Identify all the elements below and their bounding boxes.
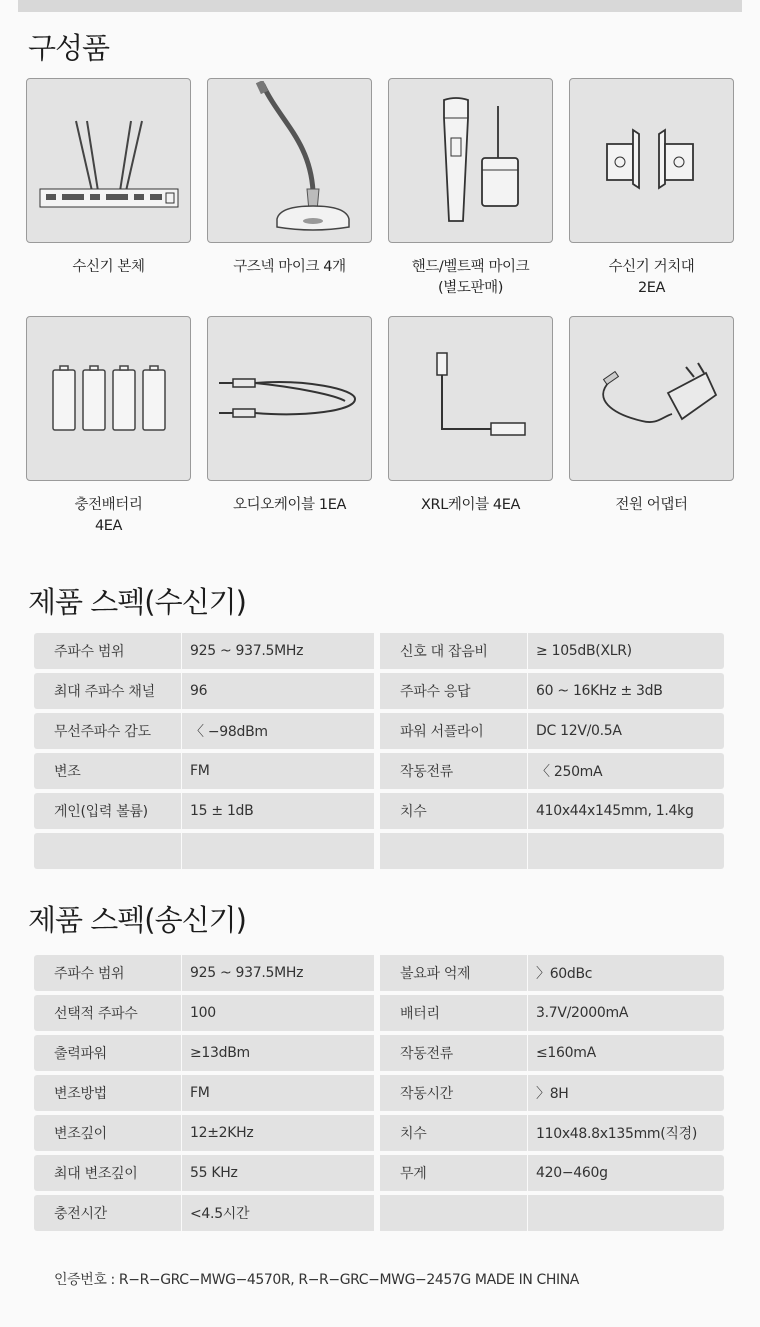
component-item bbox=[569, 316, 734, 537]
component-tile bbox=[26, 316, 191, 481]
spec-value bbox=[528, 833, 724, 869]
gooseneck-mic-icon bbox=[225, 81, 355, 241]
spec-row bbox=[34, 753, 724, 793]
component-tile bbox=[207, 316, 372, 481]
spec-label: 출력파워 bbox=[34, 1035, 182, 1071]
component-tile bbox=[26, 78, 191, 243]
spec-label: 신호 대 잡음비 bbox=[380, 633, 528, 669]
components-grid bbox=[26, 78, 735, 299]
xlr-cable-icon bbox=[411, 349, 531, 449]
component-caption: 수신기 거치대 2EA bbox=[608, 259, 695, 296]
spec-row bbox=[34, 1035, 724, 1075]
spec-value bbox=[528, 1195, 724, 1231]
component-caption: 구즈넥 마이크 4개 bbox=[233, 259, 346, 275]
spec-row bbox=[34, 833, 724, 873]
spec-label: 주파수 응답 bbox=[380, 673, 528, 709]
receiver-spec-title: 제품 스펙(수신기) bbox=[28, 585, 246, 619]
spec-value: ≥ 105dB(XLR) bbox=[528, 633, 724, 669]
component-caption: 핸드/벨트팩 마이크 (별도판매) bbox=[411, 259, 530, 296]
rack-bracket-icon bbox=[597, 126, 707, 196]
spec-value: 15 ± 1dB bbox=[182, 793, 380, 829]
component-item bbox=[26, 316, 191, 537]
spec-value: FM bbox=[182, 1075, 380, 1111]
spec-value: 〈 250mA bbox=[528, 753, 724, 789]
spec-value: 〉60dBc bbox=[528, 955, 724, 991]
spec-label: 충전시간 bbox=[34, 1195, 182, 1231]
component-tile bbox=[388, 316, 553, 481]
spec-value: 420−460g bbox=[528, 1155, 724, 1191]
spec-value: DC 12V/0.5A bbox=[528, 713, 724, 749]
spec-value: FM bbox=[182, 753, 380, 789]
component-item bbox=[26, 78, 191, 299]
spec-row bbox=[34, 1155, 724, 1195]
battery-icon bbox=[49, 364, 169, 434]
spec-row bbox=[34, 1115, 724, 1155]
spec-label: 작동시간 bbox=[380, 1075, 528, 1111]
spec-row bbox=[34, 1075, 724, 1115]
component-caption: XRL케이블 4EA bbox=[420, 497, 521, 513]
handheld-beltpack-icon bbox=[416, 96, 526, 226]
spec-label: 주파수 범위 bbox=[34, 633, 182, 669]
spec-value: 100 bbox=[182, 995, 380, 1031]
transmitter-spec-table bbox=[34, 955, 724, 1235]
components-title: 구성품 bbox=[28, 31, 110, 65]
spec-row bbox=[34, 713, 724, 753]
spec-label: 변조방법 bbox=[34, 1075, 182, 1111]
spec-value: 55 KHz bbox=[182, 1155, 380, 1191]
transmitter-spec-title: 제품 스펙(송신기) bbox=[28, 903, 246, 937]
component-item bbox=[569, 78, 734, 299]
component-caption: 오디오케이블 1EA bbox=[233, 497, 346, 513]
component-tile bbox=[388, 78, 553, 243]
spec-label bbox=[34, 833, 182, 869]
spec-label: 작동전류 bbox=[380, 753, 528, 789]
spec-label: 작동전류 bbox=[380, 1035, 528, 1071]
spec-row bbox=[34, 793, 724, 833]
audio-cable-icon bbox=[215, 369, 365, 429]
top-banner-strip bbox=[18, 0, 742, 12]
receiver-icon bbox=[34, 111, 184, 211]
spec-value: ≥13dBm bbox=[182, 1035, 380, 1071]
spec-label: 무선주파수 감도 bbox=[34, 713, 182, 749]
spec-label: 선택적 주파수 bbox=[34, 995, 182, 1031]
spec-row bbox=[34, 955, 724, 995]
spec-row bbox=[34, 673, 724, 713]
component-item bbox=[207, 316, 372, 537]
spec-label bbox=[380, 833, 528, 869]
spec-value: <4.5시간 bbox=[182, 1195, 380, 1231]
spec-value: 925 ~ 937.5MHz bbox=[182, 955, 380, 991]
spec-value: 3.7V/2000mA bbox=[528, 995, 724, 1031]
spec-value: 60 ~ 16KHz ± 3dB bbox=[528, 673, 724, 709]
spec-label: 변조깊이 bbox=[34, 1115, 182, 1151]
spec-label: 최대 주파수 채널 bbox=[34, 673, 182, 709]
component-item bbox=[388, 316, 553, 537]
spec-label: 배터리 bbox=[380, 995, 528, 1031]
components-grid-row2 bbox=[26, 316, 735, 537]
spec-label: 최대 변조깊이 bbox=[34, 1155, 182, 1191]
spec-label: 변조 bbox=[34, 753, 182, 789]
spec-value bbox=[182, 833, 380, 869]
spec-value: 410x44x145mm, 1.4kg bbox=[528, 793, 724, 829]
spec-value: ≤160mA bbox=[528, 1035, 724, 1071]
spec-row bbox=[34, 995, 724, 1035]
spec-value: 110x48.8x135mm(직경) bbox=[528, 1115, 724, 1151]
spec-row bbox=[34, 633, 724, 673]
spec-label: 불요파 억제 bbox=[380, 955, 528, 991]
spec-label: 파워 서플라이 bbox=[380, 713, 528, 749]
component-caption: 수신기 본체 bbox=[72, 259, 145, 275]
spec-value: 925 ~ 937.5MHz bbox=[182, 633, 380, 669]
spec-value: 〉8H bbox=[528, 1075, 724, 1111]
component-tile bbox=[207, 78, 372, 243]
spec-value: 〈 −98dBm bbox=[182, 713, 380, 749]
component-caption: 전원 어댑터 bbox=[615, 497, 688, 513]
receiver-spec-table bbox=[34, 633, 724, 873]
component-item bbox=[388, 78, 553, 299]
spec-label: 치수 bbox=[380, 793, 528, 829]
component-tile bbox=[569, 316, 734, 481]
component-item bbox=[207, 78, 372, 299]
certification-text: 인증번호 : R−R−GRC−MWG−4570R, R−R−GRC−MWG−2457G MADE IN CHINA bbox=[54, 1272, 579, 1288]
spec-value: 96 bbox=[182, 673, 380, 709]
spec-label: 주파수 범위 bbox=[34, 955, 182, 991]
component-tile bbox=[569, 78, 734, 243]
spec-value: 12±2KHz bbox=[182, 1115, 380, 1151]
spec-label: 게인(입력 볼륨) bbox=[34, 793, 182, 829]
spec-label: 치수 bbox=[380, 1115, 528, 1151]
spec-row bbox=[34, 1195, 724, 1235]
spec-label: 무게 bbox=[380, 1155, 528, 1191]
component-caption: 충전배터리 4EA bbox=[74, 497, 143, 534]
power-adapter-icon bbox=[582, 359, 722, 439]
spec-label bbox=[380, 1195, 528, 1231]
